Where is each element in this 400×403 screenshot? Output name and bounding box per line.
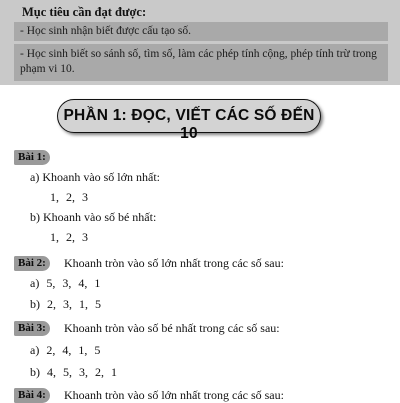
exercise-1a-label: a) Khoanh vào số lớn nhất: (30, 170, 160, 184)
exercise-2-prompt: Khoanh tròn vào số lớn nhất trong các số sau: (64, 256, 284, 270)
exercise-tag-2: Bài 2: (14, 256, 50, 271)
objective-text: - Học sinh nhận biết được cấu tạo số. (20, 25, 192, 37)
exercise-tag-3: Bài 3: (14, 321, 50, 336)
section-banner (57, 99, 321, 142)
exercise-3a-numbers: a) 2, 4, 1, 5 (30, 343, 101, 357)
exercise-2a-numbers: a) 5, 3, 4, 1 (30, 276, 101, 290)
exercise-1a-numbers: 1, 2, 3 (50, 190, 88, 204)
objectives-box (0, 0, 400, 85)
exercise-3-prompt: Khoanh tròn vào số bé nhất trong các số sau: (64, 321, 280, 335)
exercise-2b-numbers: b) 2, 3, 1, 5 (30, 297, 101, 311)
objective-item (14, 22, 388, 41)
exercise-3b-numbers: b) 4, 5, 3, 2, 1 (30, 365, 117, 379)
section-title: PHẦN 1: ĐỌC, VIẾT CÁC SỐ ĐẾN 10 (63, 107, 315, 142)
objectives-title: Mục tiêu cần đạt được: (22, 5, 147, 19)
objective-text: - Học sinh biết so sánh số, tìm số, làm các phép tính cộng, phép tính trừ trong phạm vi 10. (20, 48, 377, 75)
exercise-1b-numbers: 1, 2, 3 (50, 230, 88, 244)
exercise-4-prompt: Khoanh tròn vào số lớn nhất trong các số sau: (64, 388, 284, 402)
objective-item (14, 44, 388, 81)
exercise-1b-label: b) Khoanh vào số bé nhất: (30, 210, 157, 224)
exercise-tag-4: Bài 4: (14, 388, 50, 403)
exercise-tag-1: Bài 1: (14, 150, 50, 165)
